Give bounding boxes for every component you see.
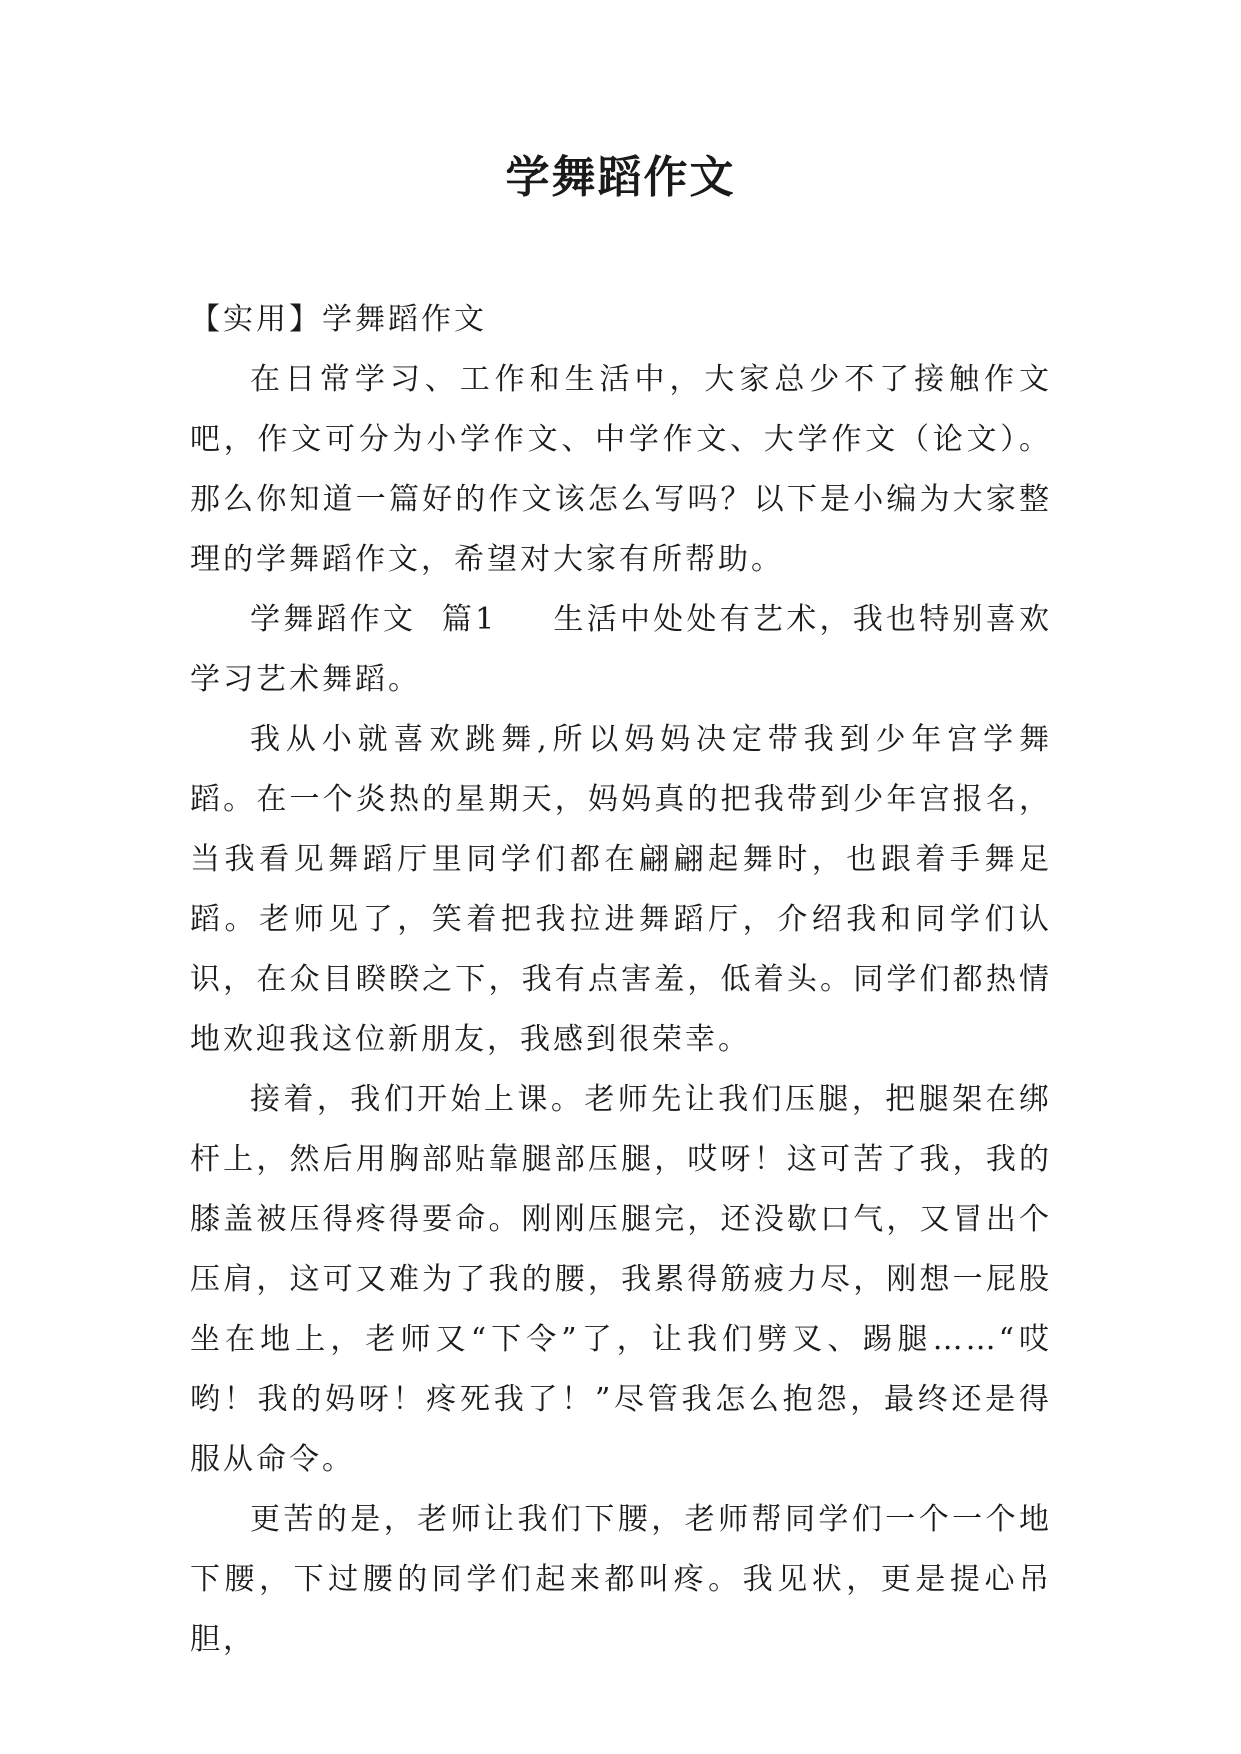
- intro-paragraph: 在日常学习、工作和生活中，大家总少不了接触作文吧，作文可分为小学作文、中学作文、大学作文（论文）。那么你知道一篇好的作文该怎么写吗？以下是小编为大家整理的学舞蹈作文，希望对大家有所帮助。: [190, 362, 1052, 577]
- body-paragraph-3: 更苦的是，老师让我们下腰，老师帮同学们一个一个地下腰，下过腰的同学们起来都叫疼。我见状，更是提心吊胆，: [190, 1502, 1052, 1657]
- section-paragraph: [190, 590, 1052, 710]
- body-paragraph-2: 接着，我们开始上课。老师先让我们压腿，把腿架在绑杆上，然后用胸部贴靠腿部压腿，哎呀！这可苦了我，我的膝盖被压得疼得要命。刚刚压腿完，还没歇口气，又冒出个压肩，这可又难为了我的腰，我累得筋疲力尽，刚想一屁股坐在地上，老师又“下令”了，让我们劈叉、踢腿……“哎哟！我的妈呀！疼死我了！”尽管我怎么抱怨，最终还是得服从命令。: [190, 1082, 1052, 1477]
- document-subtitle: 【实用】学舞蹈作文: [190, 302, 487, 337]
- document-body: [190, 290, 1052, 1670]
- section-first-line: 生活中处处有艺术，我也特别喜欢学习艺术舞蹈。: [190, 602, 1052, 697]
- body-paragraph-1: 我从小就喜欢跳舞,所以妈妈决定带我到少年宫学舞蹈。在一个炎热的星期天，妈妈真的把我带到少年宫报名，当我看见舞蹈厅里同学们都在翩翩起舞时，也跟着手舞足蹈。老师见了，笑着把我拉进舞蹈厅，介绍我和同学们认识，在众目睽睽之下，我有点害羞，低着头。同学们都热情地欢迎我这位新朋友，我感到很荣幸。: [190, 722, 1052, 1057]
- document-title: 学舞蹈作文: [505, 152, 736, 203]
- section-heading: 学舞蹈作文 篇1: [250, 602, 498, 637]
